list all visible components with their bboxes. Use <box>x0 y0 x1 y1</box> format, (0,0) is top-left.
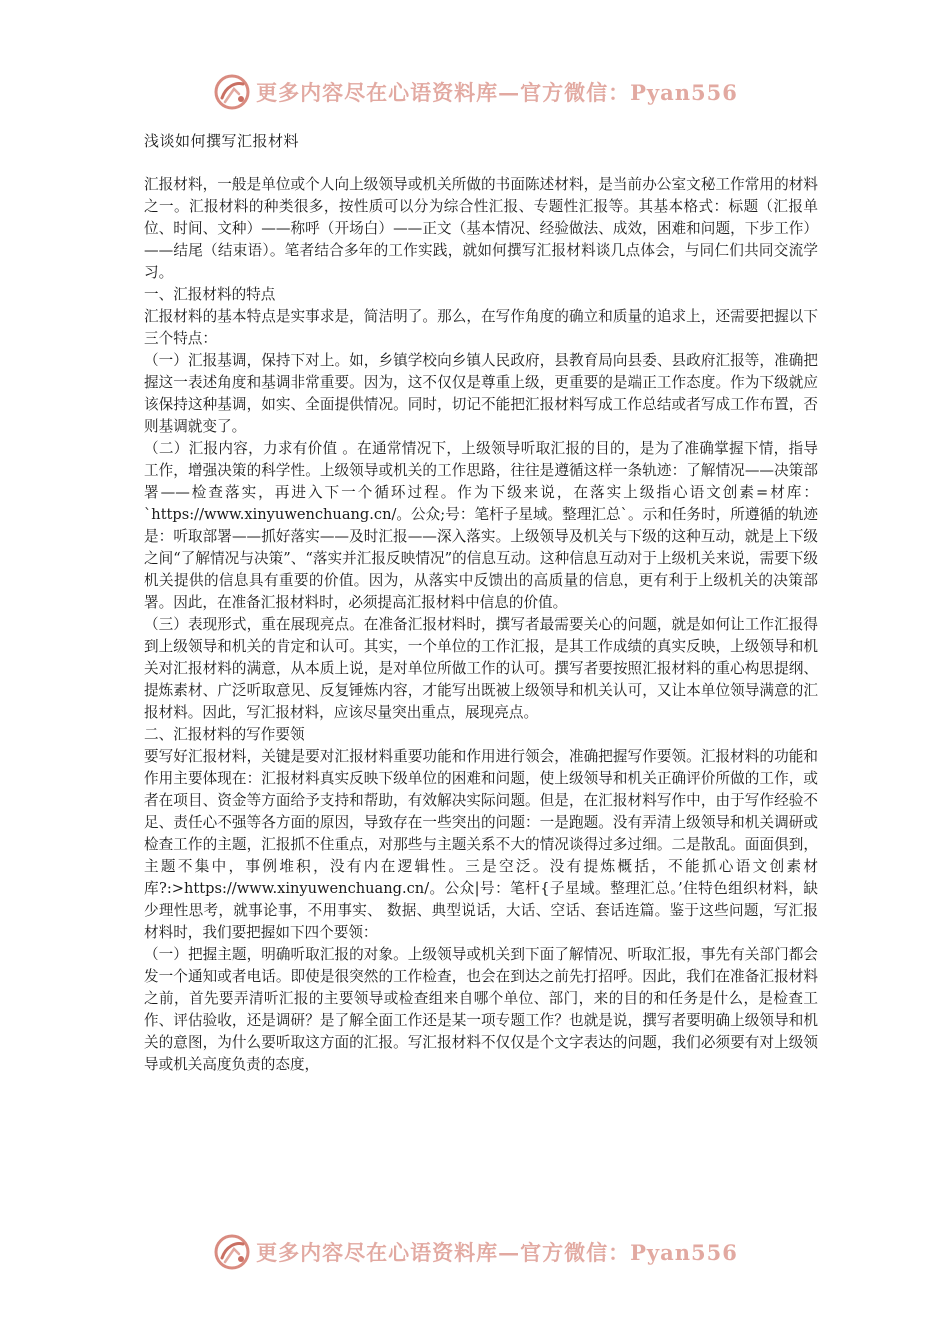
header-watermark-banner <box>0 70 950 114</box>
brand-logo-icon <box>212 1232 252 1272</box>
section-heading-2: 二、汇报材料的写作要领 <box>144 726 305 743</box>
body-paragraph: （三）表现形式，重在展现亮点。在准备汇报材料时，撰写者最需要关心的问题，就是如何让工作汇报得到上级领导和机关的肯定和认可。其实，一个单位的工作汇报，是其工作成绩的真实反映，上级领导和机关对汇报材料的满意，从本质上说，是对单位所做工作的认可。撰写者要按照汇报材料的重心构思提纲、提炼素材、广泛听取意见、反复锤炼内容，才能写出既被上级领导和机关认可，又让本单位领导满意的汇报材料。因此，写汇报材料，应该尽量突出重点，展现亮点。 <box>144 616 818 721</box>
footer-watermark-text: 更多内容尽在心语资料库—官方微信：Pyan556 <box>256 1240 738 1265</box>
body-paragraph: （一）把握主题，明确听取汇报的对象。上级领导或机关到下面了解情况、听取汇报，事先有关部门都会发一个通知或者电话。即使是很突然的工作检查，也会在到达之前先打招呼。因此，我们在准备汇报材料之前，首先要弄清听汇报的主要领导或检查组来自哪个单位、部门，来的目的和任务是什么，是检查工作、评估验收，还是调研？是了解全面工作还是某一项专题工作？也就是说，撰写者要明确上级领导和机关的意图，为什么要听取这方面的汇报。写汇报材料不仅仅是个文字表达的问题，我们必须要有对上级领导或机关高度负责的态度， <box>144 946 818 1073</box>
body-paragraph: 要写好汇报材料，关键是要对汇报材料重要功能和作用进行领会，准确把握写作要领。汇报材料的功能和作用主要体现在：汇报材料真实反映下级单位的困难和问题，使上级领导和机关正确评价所做的工作，或者在项目、资金等方面给予支持和帮助，有效解决实际问题。但是，在汇报材料写作中，由于写作经验不足、责任心不强等各方面的原因，导致存在一些突出的问题：一是跑题。没有弄清上级领导和机关调研或检查工作的主题，汇报抓不住重点，对那些与主题关系不大的情况谈得过多过细。二是散乱。面面俱到，主题不集中，事例堆积，没有内在逻辑性。三是空泛。没有提炼概括，不能抓心语文创素材库?:>https://www.xinyuwenchuang.cn/。公众|号：笔杆{子星域。整理汇总。’住特色组织材料，缺少理性思考，就事论事，不用事实、 数据、典型说话，大话、空话、套话连篇。鉴于这些问题，写汇报材料时，我们要把握如下四个要领： <box>144 748 818 941</box>
footer-watermark-banner <box>0 1230 950 1274</box>
brand-logo-icon <box>212 72 252 112</box>
section-heading-1: 一、汇报材料的特点 <box>144 286 276 303</box>
body-paragraph: （一）汇报基调，保持下对上。如，乡镇学校向乡镇人民政府，县教育局向县委、县政府汇报等，准确把握这一表述角度和基调非常重要。因为，这不仅仅是尊重上级，更重要的是端正工作态度。作为下级就应该保持这种基调，如实、全面提供情况。同时，切记不能把汇报材料写成工作总结或者写成工作布置，否则基调就变了。 <box>144 352 818 435</box>
intro-paragraph: 汇报材料，一般是单位或个人向上级领导或机关所做的书面陈述材料，是当前办公室文秘工作常用的材料之一。汇报材料的种类很多，按性质可以分为综合性汇报、专题性汇报等。其基本格式：标题（汇报单位、时间、文种）——称呼（开场白）——正文（基本情况、经验做法、成效，困难和问题，下步工作）——结尾（结束语）。笔者结合多年的工作实践，就如何撰写汇报材料谈几点体会，与同仁们共同交流学习。 <box>144 176 818 281</box>
body-paragraph: （二）汇报内容，力求有价值 。在通常情况下，上级领导听取汇报的目的，是为了准确掌握下情，指导工作，增强决策的科学性。上级领导或机关的工作思路，往往是遵循这样一条轨迹：了解情况——决策部署——检查落实，再进入下一个循环过程。作为下级来说，在落实上级指心语文创素=材库：`https://www.xinyuwenchuang.cn/。公众;号：笔杆子星域。整理汇总`。示和任务时，所遵循的轨迹是：听取部署——抓好落实——及时汇报——深入落实。上级领导及机关与下级的这种互动，就是上下级之间“了解情况与决策”、“落实并汇报反映情况”的信息互动。这种信息互动对于上级机关来说，需要下级机关提供的信息具有重要的价值。因为，从落实中反馈出的高质量的信息，更有利于上级机关的决策部署。因此，在准备汇报材料时，必须提高汇报材料中信息的价值。 <box>144 440 818 611</box>
header-watermark-text: 更多内容尽在心语资料库—官方微信：Pyan556 <box>256 80 738 105</box>
document-title: 浅谈如何撰写汇报材料 <box>144 132 300 150</box>
document-body <box>144 174 818 1076</box>
body-paragraph: 汇报材料的基本特点是实事求是，简洁明了。那么，在写作角度的确立和质量的追求上，还需要把握以下三个特点： <box>144 308 818 347</box>
